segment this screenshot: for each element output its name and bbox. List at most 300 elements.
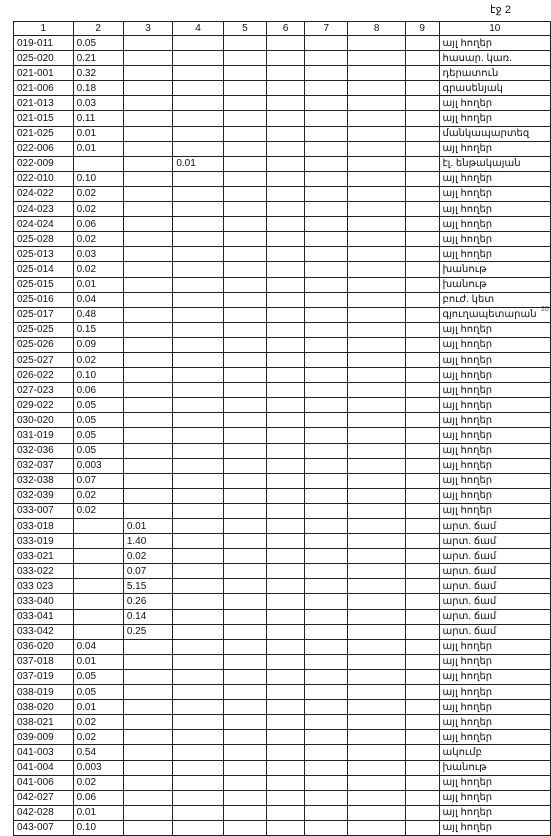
area-cell: [348, 685, 405, 700]
area-cell: 0.25: [123, 624, 173, 639]
area-cell: [305, 141, 348, 156]
area-cell: 0.09: [73, 337, 123, 352]
area-cell: [223, 609, 266, 624]
area-cell: [267, 96, 305, 111]
area-cell: [173, 624, 223, 639]
parcel-code-cell: 037-019: [14, 669, 74, 684]
area-cell: 0.10: [73, 171, 123, 186]
area-cell: 0.003: [73, 760, 123, 775]
land-use-cell: խանութ: [439, 262, 551, 277]
area-cell: [123, 156, 173, 171]
area-cell: [267, 700, 305, 715]
area-cell: 0.10: [73, 368, 123, 383]
area-cell: [267, 624, 305, 639]
area-cell: [123, 217, 173, 232]
land-use-cell: այլ հողեր: [439, 685, 551, 700]
area-cell: [267, 594, 305, 609]
column-header: 4: [173, 22, 223, 36]
land-use-cell: արտ. ճամ: [439, 624, 551, 639]
column-header: 6: [267, 22, 305, 36]
land-use-cell: այլ հողեր: [439, 488, 551, 503]
area-cell: [223, 186, 266, 201]
land-use-cell: արտ. ճամ: [439, 549, 551, 564]
area-cell: [267, 745, 305, 760]
area-cell: [348, 564, 405, 579]
land-use-cell: այլ հողեր: [439, 337, 551, 352]
area-cell: [173, 488, 223, 503]
table-row: [14, 81, 551, 96]
land-use-cell: այլ հողեր: [439, 36, 551, 51]
area-cell: [267, 247, 305, 262]
area-cell: [405, 247, 439, 262]
area-cell: [305, 428, 348, 443]
area-cell: [305, 820, 348, 835]
area-cell: [405, 51, 439, 66]
area-cell: [348, 322, 405, 337]
parcel-code-cell: 033-042: [14, 624, 74, 639]
table-row: [14, 292, 551, 307]
area-cell: [173, 805, 223, 820]
area-cell: [348, 398, 405, 413]
parcel-code-cell: 036-020: [14, 639, 74, 654]
land-use-cell: այլ հողեր: [439, 413, 551, 428]
table-row: [14, 519, 551, 534]
land-use-cell: դերատուն: [439, 66, 551, 81]
area-cell: [405, 639, 439, 654]
area-cell: [405, 383, 439, 398]
table-row: [14, 609, 551, 624]
area-cell: [173, 352, 223, 367]
area-cell: [223, 156, 266, 171]
area-cell: [223, 368, 266, 383]
area-cell: [173, 398, 223, 413]
table-row: [14, 322, 551, 337]
parcel-code-cell: 033-021: [14, 549, 74, 564]
table-row: [14, 639, 551, 654]
area-cell: [305, 217, 348, 232]
land-use-cell: արտ. ճամ: [439, 594, 551, 609]
table-header-row: [14, 22, 551, 36]
area-cell: [305, 730, 348, 745]
table-row: [14, 156, 551, 171]
parcel-code-cell: 038-020: [14, 700, 74, 715]
area-cell: [123, 36, 173, 51]
area-cell: [305, 126, 348, 141]
area-cell: [305, 292, 348, 307]
area-cell: [173, 322, 223, 337]
area-cell: [305, 519, 348, 534]
area-cell: 0.07: [123, 564, 173, 579]
area-cell: [405, 141, 439, 156]
area-cell: [267, 473, 305, 488]
area-cell: [123, 322, 173, 337]
parcel-code-cell: 032-037: [14, 458, 74, 473]
area-cell: [123, 805, 173, 820]
area-cell: [123, 473, 173, 488]
area-cell: 0.06: [73, 790, 123, 805]
area-cell: [405, 352, 439, 367]
area-cell: 0.03: [73, 96, 123, 111]
parcel-code-cell: 021-001: [14, 66, 74, 81]
area-cell: [305, 609, 348, 624]
table-row: [14, 443, 551, 458]
area-cell: [267, 519, 305, 534]
table-row: [14, 383, 551, 398]
area-cell: [173, 337, 223, 352]
area-cell: [173, 730, 223, 745]
area-cell: 0.01: [73, 141, 123, 156]
area-cell: [173, 96, 223, 111]
area-cell: [405, 398, 439, 413]
area-cell: [123, 383, 173, 398]
area-cell: [123, 428, 173, 443]
parcel-code-cell: 019-011: [14, 36, 74, 51]
area-cell: [305, 639, 348, 654]
area-cell: [305, 202, 348, 217]
area-cell: [173, 594, 223, 609]
area-cell: [123, 337, 173, 352]
land-use-cell: այլ հողեր: [439, 398, 551, 413]
area-cell: [348, 594, 405, 609]
parcel-code-cell: 024-024: [14, 217, 74, 232]
parcel-code-cell: 038-019: [14, 685, 74, 700]
area-cell: [123, 141, 173, 156]
area-cell: [267, 715, 305, 730]
area-cell: [405, 820, 439, 835]
area-cell: [305, 775, 348, 790]
area-cell: [73, 549, 123, 564]
area-cell: [305, 564, 348, 579]
area-cell: [405, 413, 439, 428]
area-cell: [267, 277, 305, 292]
area-cell: [173, 745, 223, 760]
area-cell: [267, 171, 305, 186]
area-cell: 0.10: [73, 820, 123, 835]
table-row: [14, 428, 551, 443]
parcel-code-cell: 021-025: [14, 126, 74, 141]
area-cell: [305, 458, 348, 473]
area-cell: [348, 654, 405, 669]
table-row: [14, 66, 551, 81]
land-use-cell: այլ հողեր: [439, 458, 551, 473]
area-cell: [267, 81, 305, 96]
column-header: 9: [405, 22, 439, 36]
area-cell: [223, 579, 266, 594]
table-row: [14, 51, 551, 66]
area-cell: [348, 413, 405, 428]
area-cell: [173, 277, 223, 292]
area-cell: [305, 443, 348, 458]
area-cell: [405, 534, 439, 549]
area-cell: [348, 639, 405, 654]
area-cell: [223, 36, 266, 51]
table-row: [14, 654, 551, 669]
area-cell: [348, 96, 405, 111]
parcel-code-cell: 025-025: [14, 322, 74, 337]
area-cell: [348, 352, 405, 367]
area-cell: 0.02: [73, 730, 123, 745]
area-cell: [223, 126, 266, 141]
area-cell: [223, 745, 266, 760]
area-cell: [405, 654, 439, 669]
area-cell: [267, 232, 305, 247]
area-cell: [173, 760, 223, 775]
area-cell: [267, 730, 305, 745]
table-row: [14, 730, 551, 745]
area-cell: 0.07: [73, 473, 123, 488]
area-cell: [223, 564, 266, 579]
area-cell: [305, 383, 348, 398]
area-cell: [123, 368, 173, 383]
area-cell: [405, 790, 439, 805]
area-cell: [267, 51, 305, 66]
table-row: [14, 760, 551, 775]
area-cell: [405, 81, 439, 96]
table-row: [14, 141, 551, 156]
area-cell: [223, 141, 266, 156]
table-row: [14, 232, 551, 247]
area-cell: [173, 171, 223, 186]
table-row: [14, 277, 551, 292]
area-cell: [405, 232, 439, 247]
table-row: [14, 624, 551, 639]
area-cell: [123, 715, 173, 730]
parcel-code-cell: 025-028: [14, 232, 74, 247]
area-cell: 0.06: [73, 383, 123, 398]
land-use-cell: այլ հողեր: [439, 383, 551, 398]
table-row: [14, 564, 551, 579]
parcel-code-cell: 025-016: [14, 292, 74, 307]
area-cell: 0.26: [123, 594, 173, 609]
area-cell: [123, 639, 173, 654]
area-cell: [123, 745, 173, 760]
area-cell: [123, 700, 173, 715]
area-cell: [305, 413, 348, 428]
area-cell: [173, 217, 223, 232]
area-cell: [305, 579, 348, 594]
table-row: [14, 549, 551, 564]
area-cell: [223, 202, 266, 217]
area-cell: 0.14: [123, 609, 173, 624]
area-cell: [267, 503, 305, 518]
area-cell: [173, 669, 223, 684]
land-use-cell: այլ հողեր: [439, 217, 551, 232]
area-cell: [267, 337, 305, 352]
area-cell: [223, 519, 266, 534]
area-cell: [405, 171, 439, 186]
area-cell: [348, 443, 405, 458]
area-cell: [348, 534, 405, 549]
area-cell: 0.18: [73, 81, 123, 96]
area-cell: [305, 594, 348, 609]
area-cell: [223, 730, 266, 745]
area-cell: [73, 609, 123, 624]
parcel-code-cell: 025-014: [14, 262, 74, 277]
area-cell: [223, 51, 266, 66]
land-use-cell: այլ հողեր: [439, 639, 551, 654]
area-cell: [405, 186, 439, 201]
parcel-code-cell: 027-023: [14, 383, 74, 398]
area-cell: 0.01: [73, 126, 123, 141]
land-use-cell: արտ. ճամ: [439, 579, 551, 594]
area-cell: [173, 383, 223, 398]
area-cell: [173, 519, 223, 534]
area-cell: [305, 277, 348, 292]
area-cell: [267, 352, 305, 367]
area-cell: [305, 488, 348, 503]
parcel-code-cell: 021-006: [14, 81, 74, 96]
area-cell: [405, 715, 439, 730]
area-cell: [305, 473, 348, 488]
parcel-code-cell: 021-013: [14, 96, 74, 111]
area-cell: [305, 186, 348, 201]
area-cell: [405, 277, 439, 292]
area-cell: [223, 217, 266, 232]
land-use-cell: բուժ. կետ: [439, 292, 551, 307]
area-cell: 1.40: [123, 534, 173, 549]
area-cell: 0.54: [73, 745, 123, 760]
area-cell: [405, 775, 439, 790]
area-cell: [223, 322, 266, 337]
area-cell: [348, 232, 405, 247]
area-cell: [223, 805, 266, 820]
area-cell: [267, 775, 305, 790]
land-use-cell: այլ հողեր: [439, 368, 551, 383]
area-cell: 0.02: [73, 262, 123, 277]
area-cell: [173, 443, 223, 458]
area-cell: [348, 488, 405, 503]
area-cell: [123, 202, 173, 217]
area-cell: [123, 775, 173, 790]
area-cell: [405, 262, 439, 277]
parcel-code-cell: 022-010: [14, 171, 74, 186]
parcel-code-cell: 033-018: [14, 519, 74, 534]
area-cell: 0.01: [73, 805, 123, 820]
parcel-code-cell: 025-027: [14, 352, 74, 367]
area-cell: 0.05: [73, 669, 123, 684]
area-cell: 0.02: [73, 232, 123, 247]
area-cell: 0.05: [73, 443, 123, 458]
land-use-cell: այլ հողեր: [439, 141, 551, 156]
area-cell: [305, 337, 348, 352]
area-cell: [173, 534, 223, 549]
area-cell: [73, 564, 123, 579]
area-cell: [348, 715, 405, 730]
area-cell: [123, 458, 173, 473]
area-cell: 0.02: [73, 775, 123, 790]
table-row: [14, 700, 551, 715]
area-cell: [267, 141, 305, 156]
area-cell: [305, 368, 348, 383]
area-cell: [173, 368, 223, 383]
area-cell: [173, 715, 223, 730]
column-header: 1: [14, 22, 74, 36]
area-cell: [405, 156, 439, 171]
parcel-code-cell: 033-007: [14, 503, 74, 518]
area-cell: [223, 443, 266, 458]
land-use-cell: այլ հողեր: [439, 322, 551, 337]
table-row: [14, 398, 551, 413]
area-cell: [305, 624, 348, 639]
area-cell: 0.01: [173, 156, 223, 171]
area-cell: [223, 413, 266, 428]
area-cell: [223, 398, 266, 413]
area-cell: [223, 820, 266, 835]
area-cell: [223, 247, 266, 262]
area-cell: [305, 81, 348, 96]
area-cell: [348, 111, 405, 126]
area-cell: [305, 398, 348, 413]
area-cell: [305, 247, 348, 262]
area-cell: [123, 790, 173, 805]
area-cell: [223, 66, 266, 81]
area-cell: [348, 805, 405, 820]
area-cell: [173, 639, 223, 654]
area-cell: [123, 111, 173, 126]
area-cell: [305, 534, 348, 549]
column-header: 10: [439, 22, 551, 36]
parcel-code-cell: 033-040: [14, 594, 74, 609]
area-cell: [348, 609, 405, 624]
area-cell: [405, 368, 439, 383]
area-cell: [223, 639, 266, 654]
table-row: [14, 775, 551, 790]
area-cell: [173, 36, 223, 51]
table-row: [14, 503, 551, 518]
area-cell: [123, 171, 173, 186]
table-row: [14, 217, 551, 232]
area-cell: [123, 247, 173, 262]
area-cell: [223, 700, 266, 715]
area-cell: [348, 156, 405, 171]
area-cell: [267, 398, 305, 413]
area-cell: [223, 111, 266, 126]
area-cell: 0.15: [73, 322, 123, 337]
area-cell: [223, 262, 266, 277]
area-cell: [305, 790, 348, 805]
area-cell: [123, 66, 173, 81]
land-use-cell: այլ հողեր: [439, 428, 551, 443]
area-cell: [405, 488, 439, 503]
area-cell: [348, 141, 405, 156]
area-cell: [267, 186, 305, 201]
margin-note: 20: [541, 306, 549, 313]
area-cell: [305, 96, 348, 111]
area-cell: [267, 126, 305, 141]
area-cell: [267, 654, 305, 669]
parcel-code-cell: 042-027: [14, 790, 74, 805]
area-cell: [305, 700, 348, 715]
area-cell: [267, 111, 305, 126]
area-cell: [223, 594, 266, 609]
table-row: [14, 262, 551, 277]
area-cell: [348, 277, 405, 292]
area-cell: 0.05: [73, 685, 123, 700]
land-use-cell: այլ հողեր: [439, 232, 551, 247]
area-cell: [305, 654, 348, 669]
column-header: 3: [123, 22, 173, 36]
area-cell: [267, 322, 305, 337]
area-cell: [123, 277, 173, 292]
table-row: [14, 36, 551, 51]
area-cell: [173, 549, 223, 564]
area-cell: [305, 745, 348, 760]
area-cell: [267, 443, 305, 458]
table-row: [14, 534, 551, 549]
area-cell: 0.02: [73, 715, 123, 730]
area-cell: [267, 579, 305, 594]
area-cell: [267, 428, 305, 443]
